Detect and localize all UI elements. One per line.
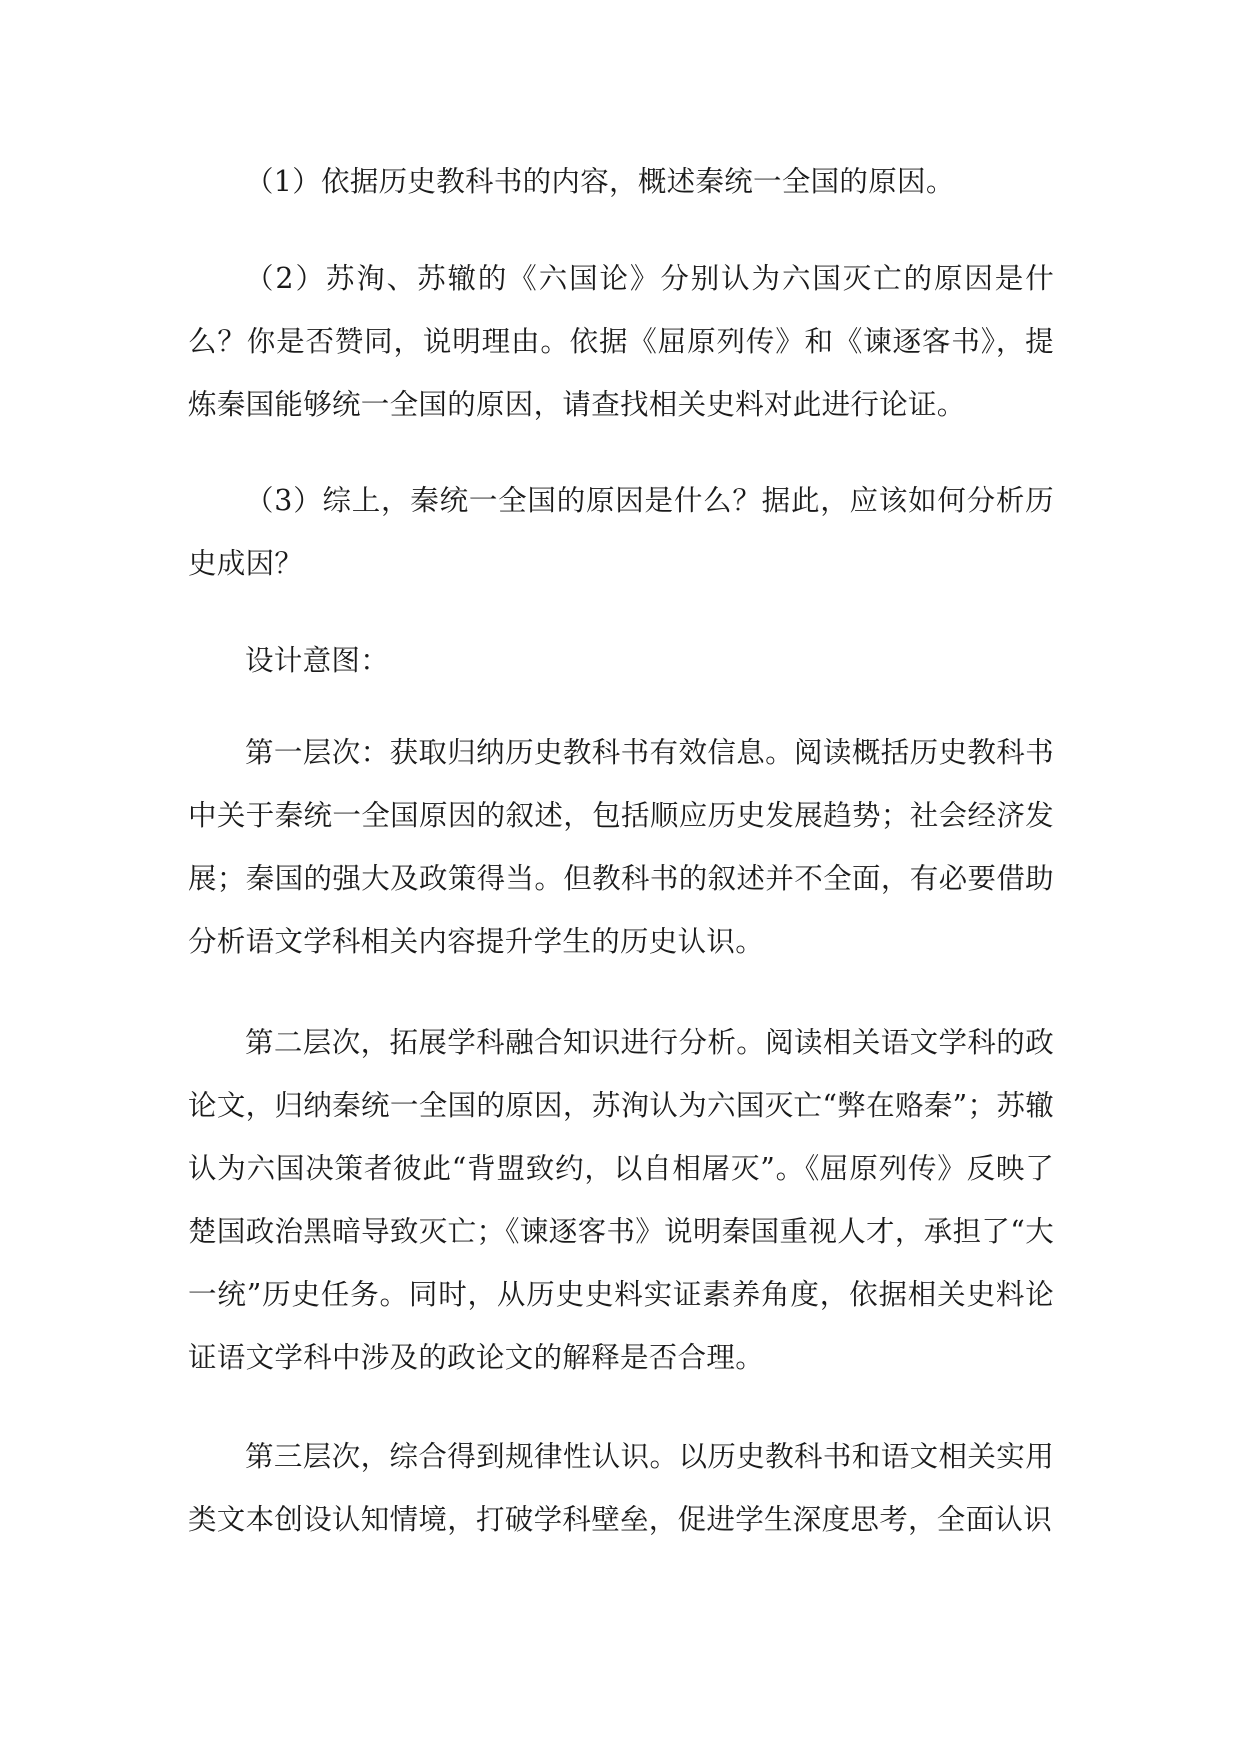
design-intent-heading: 设计意图： (245, 644, 390, 677)
question-2-paragraph: （2）苏洵、苏辙的《六国论》分别认为六国灭亡的原因是什么？你是否赞同，说明理由。依据《屈原列传》和《谏逐客书》，提炼秦国能够统一全国的原因，请查找相关史料对此进行论证。 (188, 262, 1054, 421)
level-2-paragraph: 第二层次，拓展学科融合知识进行分析。阅读相关语文学科的政论文，归纳秦统一全国的原因，苏洵认为六国灭亡“弊在赂秦”；苏辙认为六国决策者彼此“背盟致约，以自相屠灭”。《屈原列传》反映了楚国政治黑暗导致灭亡；《谏逐客书》说明秦国重视人才，承担了“大一统”历史任务。同时，从历史史料实证素养角度，依据相关史料论证语文学科中涉及的政论文的解释是否合理。 (188, 1026, 1054, 1374)
level-3-paragraph: 第三层次，综合得到规律性认识。以历史教科书和语文相关实用类文本创设认知情境，打破学科壁垒，促进学生深度思考，全面认识 (188, 1440, 1054, 1536)
question-3-paragraph: （3）综上，秦统一全国的原因是什么？据此，应该如何分析历史成因？ (188, 484, 1054, 580)
level-1-paragraph: 第一层次：获取归纳历史教科书有效信息。阅读概括历史教科书中关于秦统一全国原因的叙述，包括顺应历史发展趋势；社会经济发展；秦国的强大及政策得当。但教科书的叙述并不全面，有必要借助分析语文学科相关内容提升学生的历史认识。 (188, 736, 1054, 958)
question-1-paragraph: （1）依据历史教科书的内容，概述秦统一全国的原因。 (245, 165, 955, 198)
